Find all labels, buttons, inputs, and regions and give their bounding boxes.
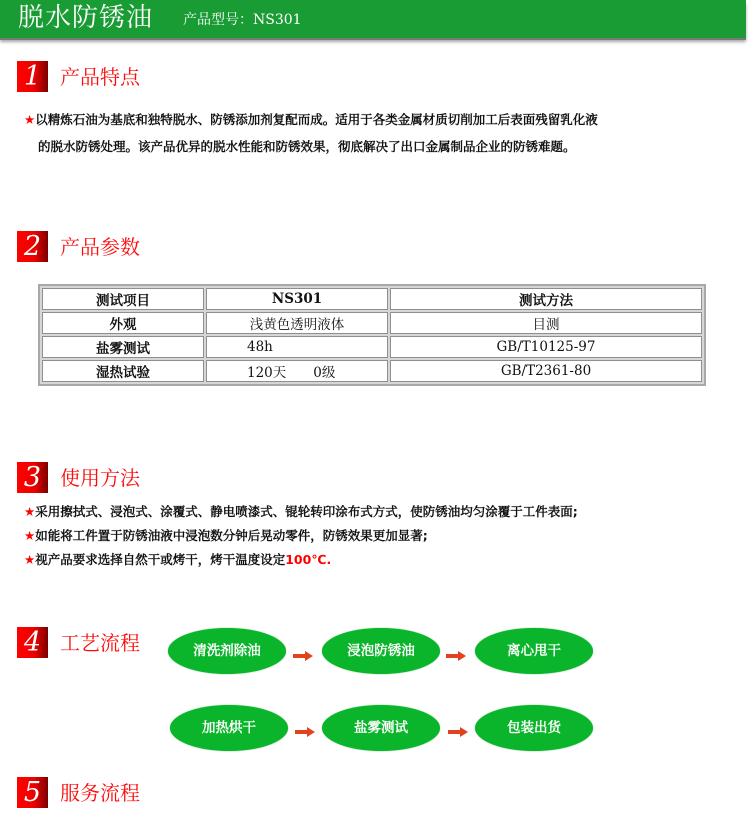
section-number-badge: 2 [17,231,48,262]
arrow-right-icon [448,728,468,736]
table-cell: 湿热试验 [42,360,204,382]
usage-item: ★采用擦拭式、浸泡式、涂覆式、静电喷漆式、锟轮转印涂布式方式，使防锈油均匀涂覆于工件表面; [24,504,578,519]
features-line-2: 的脱水防锈处理。该产品优异的脱水性能和防锈效果，彻底解决了出口金属制品企业的防锈难题。 [38,139,576,154]
table-cell: 48h [206,336,388,358]
arrow-right-icon [293,652,313,660]
product-model: 产品型号：NS301 [183,12,302,28]
section-title: 产品特点 [60,65,140,89]
usage-item: ★如能将工件置于防锈油液中浸泡数分钟后晃动零件，防锈效果更加显著; [24,528,428,543]
temperature-highlight: 100℃. [285,552,332,567]
star-icon: ★ [24,504,36,519]
features-line-1: 以精炼石油为基底和独特脱水、防锈添加剂复配而成。适用于各类金属材质切削加工后表面残留乳化液 [35,112,598,127]
flow-step-spin-dry: 离心甩干 [475,628,593,674]
section-title: 服务流程 [60,781,140,805]
table-header-cell: 测试方法 [390,288,702,310]
table-header-cell: 测试项目 [42,288,204,310]
flow-step-soak: 浸泡防锈油 [322,628,440,674]
features-paragraph [24,106,736,160]
table-cell: GB/T2361-80 [390,360,702,382]
flow-step-salt-spray: 盐雾测试 [322,705,440,751]
usage-list [24,500,736,572]
section-title: 工艺流程 [60,631,140,655]
table-cell: 120天 0级 [206,360,388,382]
product-title: 脱水防锈油 [18,3,154,33]
header-bar [0,0,746,38]
section-number-badge: 4 [17,627,48,658]
table-cell: 盐雾测试 [42,336,204,358]
flow-step-heat-dry: 加热烘干 [170,705,288,751]
star-icon: ★ [24,528,36,543]
spec-table [38,284,706,386]
arrow-right-icon [446,652,466,660]
section-number-badge: 1 [17,61,48,92]
table-header-cell: NS301 [206,288,388,310]
section-title: 使用方法 [60,466,140,490]
table-cell: GB/T10125-97 [390,336,702,358]
table-row [42,360,702,382]
table-row [42,312,702,334]
flow-step-packaging: 包装出货 [475,705,593,751]
table-cell: 外观 [42,312,204,334]
table-row [42,336,702,358]
table-cell: 目测 [390,312,702,334]
table-cell: 浅黄色透明液体 [206,312,388,334]
table-header-row [42,288,702,310]
section-number-badge: 3 [17,462,48,493]
star-icon: ★ [24,112,36,127]
star-icon: ★ [24,552,36,567]
section-number-badge: 5 [17,777,48,808]
usage-item: ★视产品要求选择自然干或烤干，烤干温度设定100℃. [24,552,332,567]
flow-step-degrease: 清洗剂除油 [168,628,286,674]
arrow-right-icon [295,728,315,736]
section-title: 产品参数 [60,235,140,259]
